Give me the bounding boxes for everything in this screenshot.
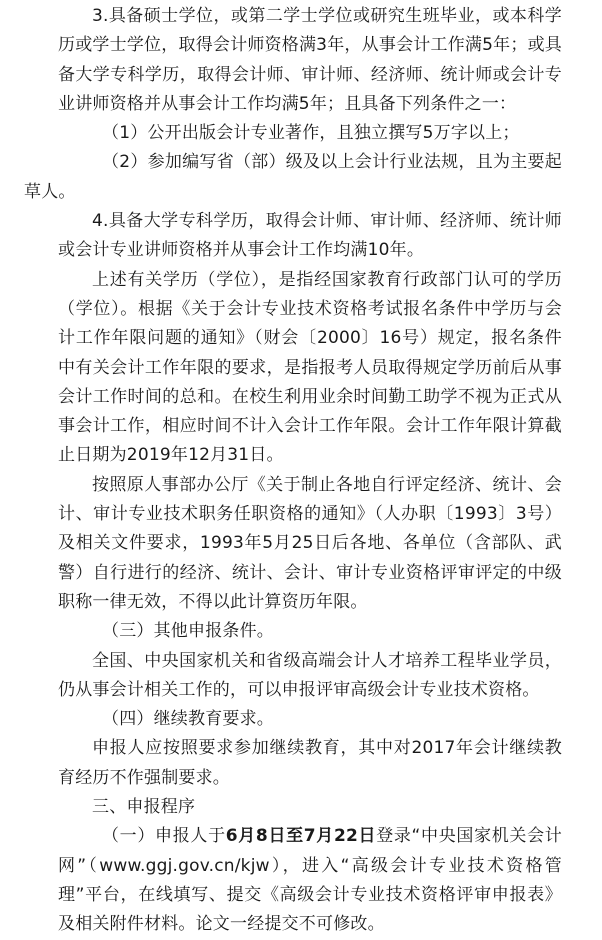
education-note-paragraph: 上述有关学历（学位），是指经国家教育行政部门认可的学历（学位）。根据《关于会计专业技术资格考试报名条件中学历与会计工作年限问题的通知》（财会〔2000〕16号）规定，报名条件中有关会计工作年限的要求，是指报考人员取得规定学历前后从事会计工作时间的总和。在校生利用业余时间勤工助学不视为正式从事会计工作，相应时间不计入会计工作年限。会计工作年限计算截止日期为2019年12月31日。	[58, 269, 562, 466]
condition-3-item-2: （2）参加编写省（部）级及以上会计行业法规，且为主要起草人。	[24, 152, 562, 202]
condition-3-paragraph: 3.具备硕士学位，或第二学士学位或研究生班毕业，或本科学历或学士学位，取得会计师资格满3年，从事会计工作满5年；或具备大学专科学历，取得会计师、审计师、经济师、统计师或会计专业讲师资格并从事会计工作均满5年；且具备下列条件之一：	[58, 6, 562, 114]
condition-4-paragraph: 4.具备大学专科学历，取得会计师、审计师、经济师、统计师或会计专业讲师资格并从事会计工作均满10年。	[58, 211, 562, 261]
step-1-suffix: 登录“中央国家机关会计网”（www.ggj.gov.cn/kjw），进入“高级会计专业技术资格管理”平台，在线填写、提交《高级会计专业技术资格评审申报表》及相关附件材料。论文一经提交不可修改。	[58, 826, 562, 935]
section-application-procedure-heading: 三、申报程序	[92, 797, 196, 818]
continuing-education-paragraph: 申报人应按照要求参加继续教育，其中对2017年会计继续教育经历不作强制要求。	[58, 738, 562, 788]
step-1-prefix: （一）申报人于	[102, 826, 226, 847]
title-validity-paragraph: 按照原人事部办公厅《关于制止各地自行评定经济、统计、会计、审计专业技术职务任职资格的通知》（人办职〔1993〕3号）及相关文件要求，1993年5月25日后各地、各单位（含部队、武警）自行进行的经济、统计、会计、审计专业资格评审评定的中级职称一律无效，不得以此计算资历年限。	[58, 474, 562, 612]
section-other-conditions-heading: （三）其他申报条件。	[102, 621, 274, 642]
application-step-1-paragraph	[58, 822, 562, 939]
section-continuing-education-heading: （四）继续教育要求。	[102, 709, 274, 730]
application-date-range: 6月8日至7月22日	[225, 826, 377, 847]
other-conditions-paragraph: 全国、中央国家机关和省级高端会计人才培养工程毕业学员，仍从事会计相关工作的，可以申报评审高级会计专业技术资格。	[58, 650, 562, 700]
condition-3-item-1: （1）公开出版会计专业著作，且独立撰写5万字以上；	[102, 123, 520, 144]
